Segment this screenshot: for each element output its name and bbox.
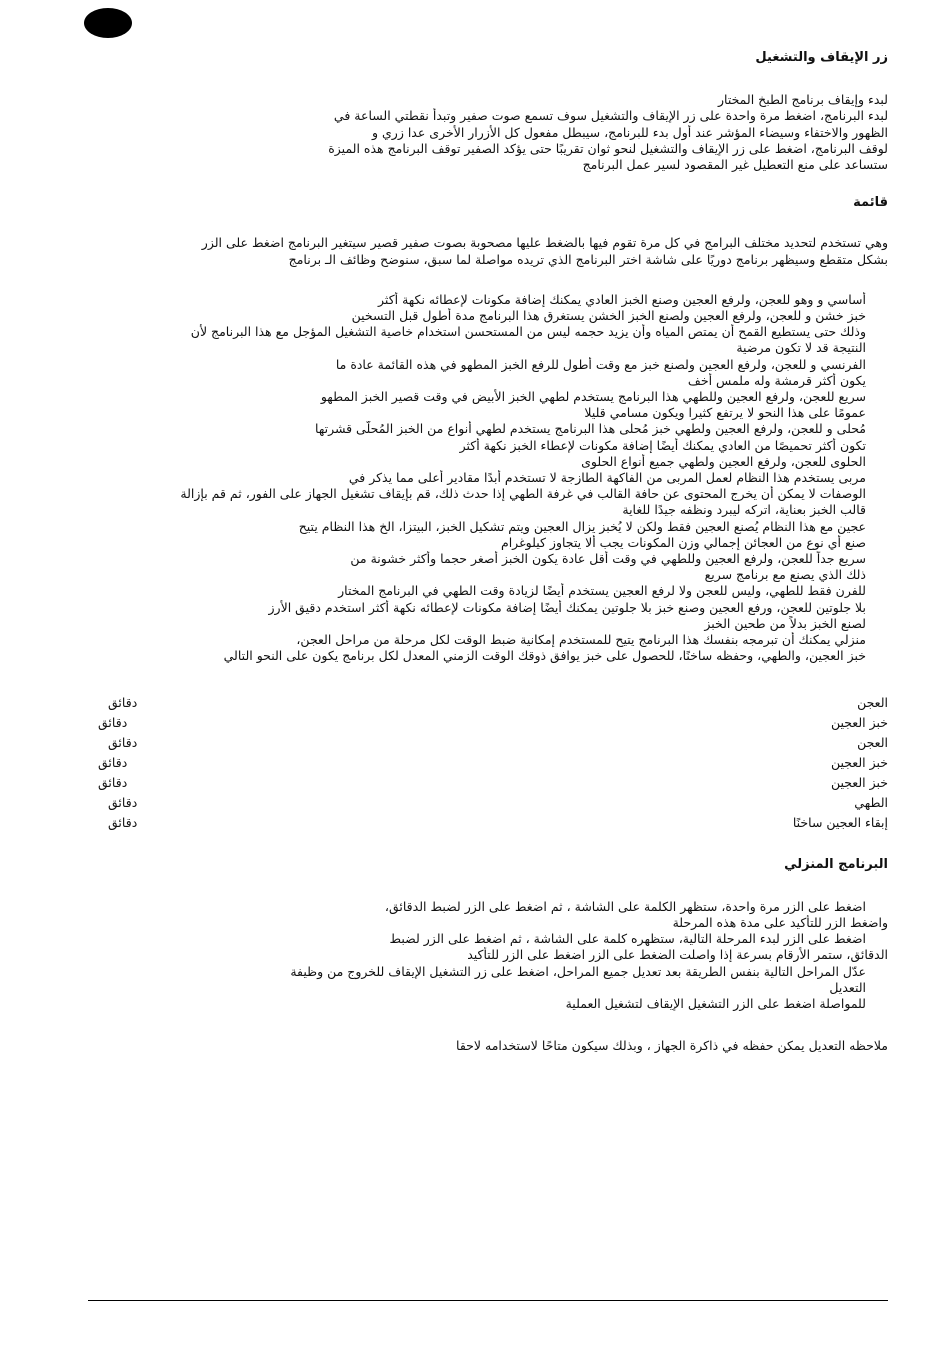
menu-intro [88, 235, 888, 267]
program-line: خبز العجين، والطهي، وحفظه ساخنًا، للحصول على خبز يوافق ذوقك الوقت الزمني المعدل لكل برنامج يكون على النحو التالي [223, 648, 866, 664]
note-text: ملاحظه التعديل يمكن حفظه في ذاكرة الجهاز ، وبذلك سيكون متاحًا لاستخدامه لاحقا [456, 1038, 888, 1054]
text-line: الدقائق، ستمر الأرقام بسرعة إذا واصلت الضغط على الزر اضغط على الزر للتأكيد [467, 947, 888, 963]
step-row [108, 733, 888, 753]
section-menu [88, 195, 888, 832]
section-on-off [88, 50, 888, 173]
page-number-badge [84, 8, 132, 38]
text-line: للمواصلة اضغط على الزر التشغيل الإيقاف لتشغيل العملية [565, 995, 866, 1011]
text-line: بشكل متقطع وسيظهر برنامج دوريًا على شاشة اختر البرنامج الذي تريده مواصلة لما سبق، سنوضح وظائف الـ برنامج [288, 251, 888, 267]
program-line: منزلي يمكنك أن تبرمجه بنفسك هذا البرنامج يتيح للمستخدم إمكانية ضبط الوقت لكل مرحلة من مراحل العجن، [296, 632, 866, 648]
step-label: خبز العجين [830, 774, 888, 790]
text-line: لبدء وإيقاف برنامج الطبخ المختار [718, 92, 888, 108]
step-label: خبز العجين [830, 754, 888, 770]
section-title-menu: قائمة [853, 195, 888, 211]
program-line: خبز خشن و للعجن، ولرفع العجين ولصنع الخبز الخشن يستغرق هذا البرنامج مدة أطول قبل التسخين [351, 308, 866, 324]
text-line: التعديل [829, 979, 866, 995]
step-duration: دقائق [108, 794, 138, 810]
program-line: ذلك الذي يصنع مع برنامج سريع [704, 567, 866, 583]
text-line: الظهور والاختفاء وسيضاء المؤشر عند أول بدء للبرنامج، سيبطل مفعول كل الأزرار الأخرى عدا زري و [371, 124, 888, 140]
step-duration: دقائق [98, 774, 128, 790]
step-label: خبز العجين [830, 714, 888, 730]
step-row [98, 713, 888, 733]
step-duration: دقائق [108, 814, 138, 830]
program-line: لصنع الخبز بدلاً من طحين الخبز [704, 615, 866, 631]
program-line: الفرنسي و للعجن، ولرفع العجين ولصنع خبز مع وقت أطول للرفع الخبز المطهو في هذه القائمة عادة ما [335, 356, 866, 372]
step-duration: دقائق [98, 714, 128, 730]
step-label: العجن [857, 694, 888, 710]
section-title-home-program: البرنامج المنزلي [784, 856, 888, 872]
program-line: سريع جداً للعجن، ولرفع العجين وللطهي في وقت أقل عادة يكون الخبز أصغر حجما وأكثر خشونة من [350, 551, 866, 567]
text-line: ستساعد على منع التعطيل غير المقصود لسير عمل البرنامج [582, 157, 888, 173]
program-line: الحلوى للعجن، ولرفع العجين ولطهي جميع أنواع الحلوى [581, 453, 866, 469]
text-line: اضغط على الزر لبدء المرحلة التالية، ستظهره كلمة على الشاشة ، ثم اضغط على الزر لضبط [389, 931, 866, 947]
text-line: لوقف البرنامج، اضغط على زر الإيقاف والتشغيل لنحو ثوان تقريبًا حتى يؤكد الصفير توقف البرنامج هذه الميزة [328, 140, 888, 156]
section-title-on-off: زر الإيقاف والتشغيل [755, 50, 888, 65]
text-line: لبدء البرنامج، اضغط مرة واحدة على زر الإيقاف والتشغيل سوف تسمع صوت صفير وتبدأ نقطتي الساعة في [333, 108, 888, 124]
program-line: عمومًا على هذا النحو لا يرتفع كثيرا ويكون مسامي قليلا [584, 405, 866, 421]
program-line: تكون أكثر تحميصًا من العادي يمكنك أيضًا إضافة مكونات لإعطاء الخبز نكهة أكثر [459, 437, 866, 453]
program-line: بلا جلوتين للعجن، ورفع العجين وصنع خبز بلا جلوتين يمكنك أيضًا إضافة مكونات لإعطائه نكهة أكثر استخدم دقيق الأرز [268, 599, 866, 615]
program-line: صنع أي نوع من العجائن إجمالي وزن المكونات يجب ألا يتجاوز كيلوغرام [500, 534, 866, 550]
program-line: للفرن فقط للطهي، وليس للعجن ولا لرفع العجين يستخدم أيضًا لزيادة وقت الطهي في البرنامج المختار [338, 583, 866, 599]
program-line: وذلك حتى يستطيع القمح أن يمتص المياه وأن يزيد حجمه ليس من المستحسن استخدام خاصية التشغيل المؤجل مع هذا البرنامج لأن [190, 324, 866, 340]
step-row [98, 773, 888, 793]
step-label: العجن [857, 734, 888, 750]
home-program-instructions [88, 899, 888, 1012]
step-label: إبقاء العجين ساخنًا [792, 814, 888, 830]
step-row [108, 813, 888, 833]
program-line: أساسي و وهو للعجن، ولرفع العجين وصنع الخبز العادي يمكنك إضافة مكونات لإعطائه نكهة أكثر [378, 291, 866, 307]
program-line: يكون أكثر قرمشة وله ملمس أخف [687, 372, 866, 388]
home-program-steps [88, 693, 888, 833]
text-line: عدّل المراحل التالية بنفس الطريقة بعد تعديل جميع المراحل، اضغط على زر التشغيل الإيقاف للخروج من وظيفة [290, 963, 866, 979]
footer-divider [88, 1300, 888, 1301]
step-row [108, 793, 888, 813]
program-line: مُحلى و للعجن، ولرفع العجين ولطهي خبز مُحلى هذا البرنامج يستخدم لطهي أنواع من الخبز المُحلّى قشرتها [315, 421, 866, 437]
step-duration: دقائق [98, 754, 128, 770]
program-line: قالب الخبز بعناية، اتركه ليبرد ونظفه جيدًا للغاية [622, 502, 866, 518]
program-line: عجين مع هذا النظام يُصنع العجين فقط ولكن لا يُخبز يزال العجين ويتم تشكيل الخبز، البيتزا، الخ هذا النظام يتيح [298, 518, 866, 534]
text-line: اضغط على الزر مرة واحدة، ستظهر الكلمة على الشاشة ، ثم اضغط على الزر لضبط الدقائق، [384, 898, 866, 914]
step-row [108, 693, 888, 713]
step-row [98, 753, 888, 773]
text-line: وهي تستخدم لتحديد مختلف البرامج في كل مرة تقوم فيها بالضغط عليها مصحوبة بصوت صفير قصير سيتغير البرنامج اضغط على الزر [201, 235, 888, 251]
step-duration: دقائق [108, 694, 138, 710]
step-label: الطهي [854, 794, 888, 810]
program-line: مربى يستخدم هذا النظام لعمل المربى من الفاكهة الطازجة لا تستخدم أبدًا مقادير أعلى مما يذكر في [348, 470, 866, 486]
text-line: واضغط الزر للتأكيد على مدة هذه المرحلة [672, 914, 888, 930]
section-home-program [88, 857, 888, 1055]
program-line: سريع للعجن، ولرفع العجين وللطهي هذا البرنامج يستخدم لطهي الخبز الأبيض في وقت قصير الخبز المطهو [320, 389, 866, 405]
step-duration: دقائق [108, 734, 138, 750]
program-descriptions [88, 292, 888, 665]
program-line: النتيجة قد لا تكون مرضية [736, 340, 866, 356]
manual-page [88, 50, 888, 1074]
program-line: الوصفات لا يمكن أن يخرج المحتوى عن حافة القالب في غرفة الطهي إذا حدث ذلك، قم بإيقاف تشغيل الجهاز على الفور، ثم قم بإزالة [180, 486, 866, 502]
